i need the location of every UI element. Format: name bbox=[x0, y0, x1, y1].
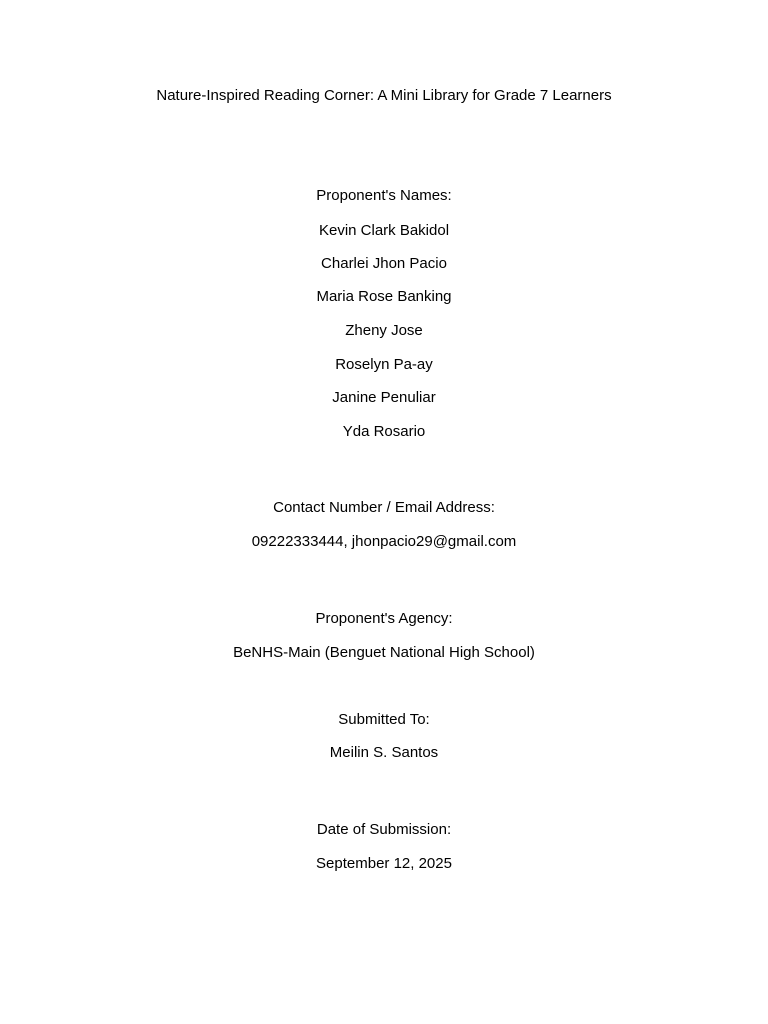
agency-value: BeNHS-Main (Benguet National High School) bbox=[233, 644, 535, 661]
submitted-to-value: Meilin S. Santos bbox=[329, 744, 439, 761]
proponent-name: Charlei Jhon Pacio bbox=[321, 255, 447, 272]
proponent-name: Maria Rose Banking bbox=[316, 288, 452, 305]
proponents-label: Proponent's Names: bbox=[316, 187, 452, 204]
proponent-name: Kevin Clark Bakidol bbox=[318, 222, 450, 239]
date-of-submission-value: September 12, 2025 bbox=[316, 855, 452, 872]
proponent-name: Zheny Jose bbox=[345, 322, 423, 339]
proponent-name: Roselyn Pa-ay bbox=[335, 356, 433, 373]
document-title: Nature-Inspired Reading Corner: A Mini Library for Grade 7 Learners bbox=[156, 87, 612, 104]
contact-value: 09222333444, jhonpacio29@gmail.com bbox=[251, 533, 517, 550]
proponent-name: Janine Penuliar bbox=[332, 389, 436, 406]
agency-label: Proponent's Agency: bbox=[315, 610, 453, 627]
contact-label: Contact Number / Email Address: bbox=[273, 499, 495, 516]
date-of-submission-label: Date of Submission: bbox=[316, 821, 452, 838]
proponent-name: Yda Rosario bbox=[342, 423, 426, 440]
submitted-to-label: Submitted To: bbox=[338, 711, 430, 728]
